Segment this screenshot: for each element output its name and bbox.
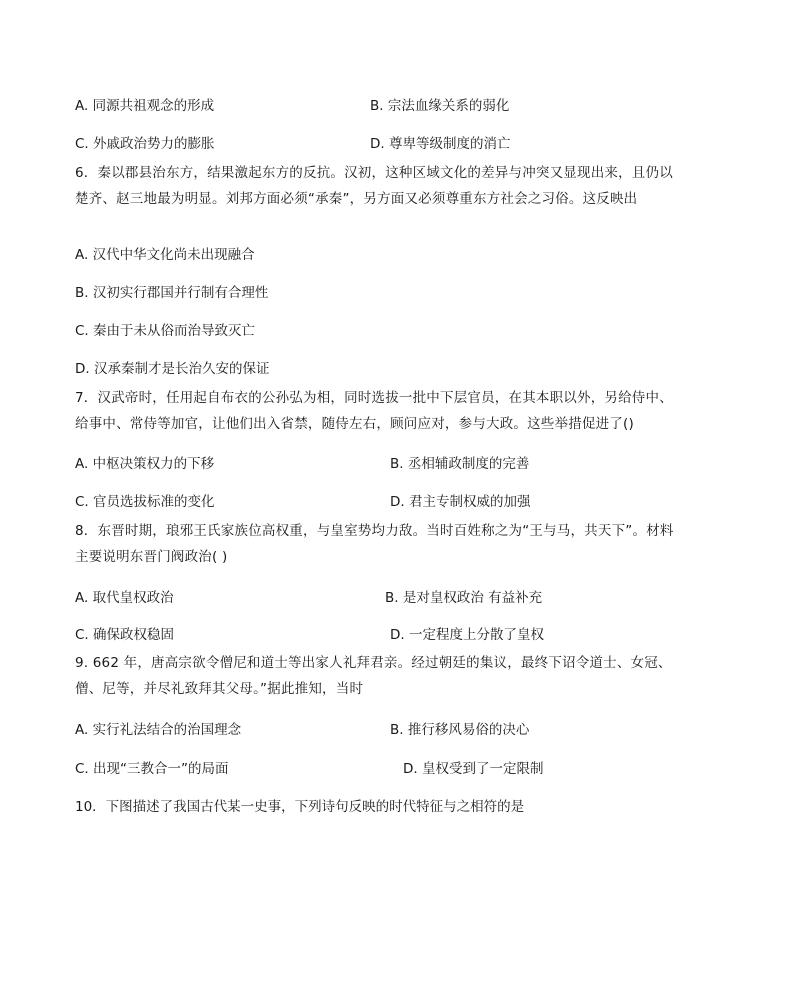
q9-option-b: B. 推行移风易俗的决心 [390, 722, 530, 738]
q7-option-c: C. 官员选拔标准的变化 [75, 494, 215, 510]
q7-option-d: D. 君主专制权威的加强 [390, 494, 531, 510]
q7-option-b: B. 丞相辅政制度的完善 [390, 456, 530, 472]
q8-stem: 8．东晋时期，琅邪王氏家族位高权重，与皇室势均力敌。当时百姓称之为“王与马，共天下”。材料主要说明东晋门阀政治( ) [75, 523, 674, 565]
q9-option-a: A. 实行礼法结合的治国理念 [75, 722, 242, 738]
q9-stem: 9. 662 年，唐高宗欲令僧尼和道士等出家人礼拜君亲。经过朝廷的集议，最终下诏令道士、女冠、僧、尼等，并尽礼致拜其父母。”据此推知，当时 [75, 655, 672, 697]
q7-stem: 7．汉武帝时，任用起自布衣的公孙弘为相，同时选拔一批中下层官员，在其本职以外，另给侍中、给事中、常侍等加官，让他们出入省禁，随侍左右，顾问应对，参与大政。这些举措促进了() [75, 390, 673, 432]
q8-option-d: D. 一定程度上分散了皇权 [390, 627, 544, 643]
q5-option-a: A. 同源共祖观念的形成 [75, 98, 215, 114]
q6-stem: 6．秦以郡县治东方，结果激起东方的反抗。汉初，这种区域文化的差异与冲突又显现出来，且仍以楚齐、赵三地最为明显。刘邦方面必须“承秦”，另方面又必须尊重东方社会之习俗。这反映出 [75, 165, 673, 207]
q9-option-c: C. 出现“三教合一”的局面 [75, 761, 229, 777]
q6-option-d: D. 汉承秦制才是长治久安的保证 [75, 361, 270, 377]
q6-option-b: B. 汉初实行郡国并行制有合理性 [75, 285, 269, 301]
q8-option-b: B. 是对皇权政治 有益补充 [385, 590, 543, 606]
q6-option-a: A. 汉代中华文化尚未出现融合 [75, 247, 255, 263]
q5-option-c: C. 外戚政治势力的膨胀 [75, 136, 215, 152]
q8-option-a: A. 取代皇权政治 [75, 590, 174, 606]
q9-option-d: D. 皇权受到了一定限制 [403, 761, 544, 777]
q5-option-d: D. 尊卑等级制度的消亡 [370, 136, 511, 152]
q8-option-c: C. 确保政权稳固 [75, 627, 175, 643]
q5-option-b: B. 宗法血缘关系的弱化 [370, 98, 510, 114]
q10-stem: 10．下图描述了我国古代某一史事，下列诗句反映的时代特征与之相符的是 [75, 799, 525, 815]
q6-option-c: C. 秦由于未从俗而治导致灭亡 [75, 323, 256, 339]
q7-option-a: A. 中枢决策权力的下移 [75, 456, 215, 472]
